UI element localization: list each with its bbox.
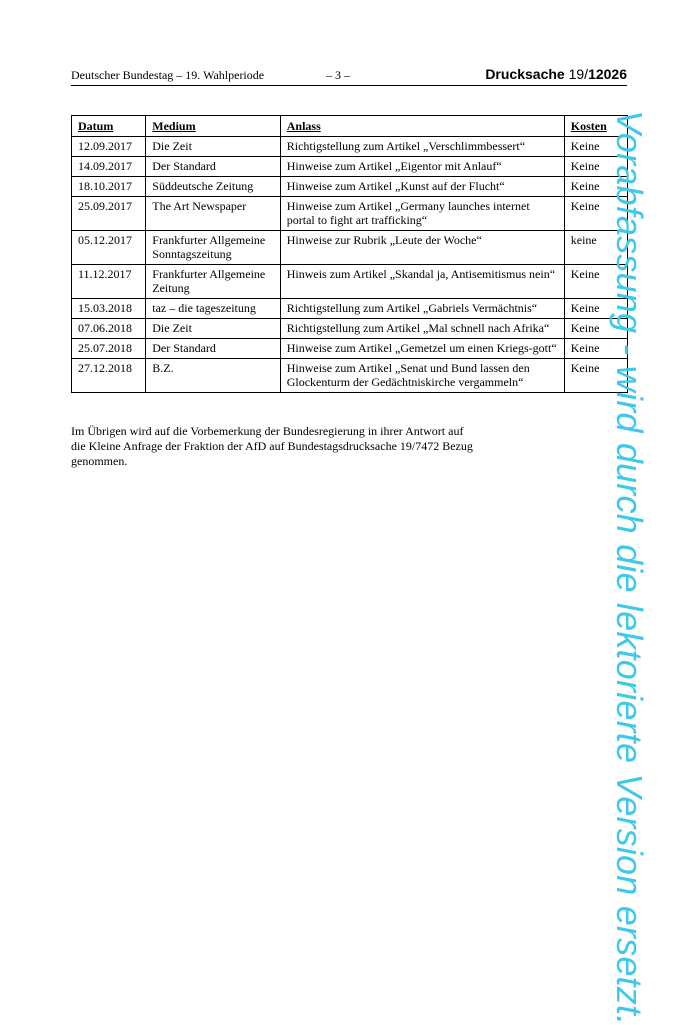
table-row xyxy=(72,359,628,393)
table-row xyxy=(72,197,628,231)
doc-prefix: 19/ xyxy=(568,66,589,82)
cell-kosten: Keine xyxy=(564,339,627,359)
doc-number: 12026 xyxy=(588,66,627,82)
cell-anlass: Hinweise zum Artikel „Eigentor mit Anlauf“ xyxy=(280,157,564,177)
table-row xyxy=(72,299,628,319)
doc-label: Drucksache xyxy=(485,66,565,82)
table-header-row xyxy=(72,116,628,137)
cell-kosten: Keine xyxy=(564,137,627,157)
cell-medium: The Art Newspaper xyxy=(146,197,280,231)
cell-datum: 05.12.2017 xyxy=(72,231,146,265)
table-row xyxy=(72,339,628,359)
document-number xyxy=(485,66,627,82)
cell-medium: Frankfurter Allgemeine Zeitung xyxy=(146,265,280,299)
header-rule xyxy=(71,85,627,86)
cell-datum: 15.03.2018 xyxy=(72,299,146,319)
column-header-anlass: Anlass xyxy=(280,116,564,137)
cell-datum: 18.10.2017 xyxy=(72,177,146,197)
cell-medium: Die Zeit xyxy=(146,319,280,339)
cell-medium: taz – die tageszeitung xyxy=(146,299,280,319)
cell-datum: 27.12.2018 xyxy=(72,359,146,393)
cell-datum: 07.06.2018 xyxy=(72,319,146,339)
column-header-medium: Medium xyxy=(146,116,280,137)
cell-anlass: Richtigstellung zum Artikel „Mal schnell nach Afrika“ xyxy=(280,319,564,339)
table-row xyxy=(72,265,628,299)
page-number: – 3 – xyxy=(326,68,350,82)
closing-paragraph: Im Übrigen wird auf die Vorbemerkung der Bundesregierung in ihrer Antwort auf die Kleine Anfrage der Fraktion der AfD auf Bundestagsdrucksache 19/7472 Bezug genommen. xyxy=(71,424,473,468)
cell-anlass: Hinweise zum Artikel „Gemetzel um einen Kriegs-gott“ xyxy=(280,339,564,359)
table-row xyxy=(72,137,628,157)
cell-medium: Süddeutsche Zeitung xyxy=(146,177,280,197)
cell-kosten: keine xyxy=(564,231,627,265)
cell-anlass: Hinweise zum Artikel „Senat und Bund lassen den Glockenturm der Gedächtniskirche vergammeln“ xyxy=(280,359,564,393)
cell-medium: Der Standard xyxy=(146,339,280,359)
cell-datum: 25.07.2018 xyxy=(72,339,146,359)
cell-kosten: Keine xyxy=(564,359,627,393)
table-row xyxy=(72,231,628,265)
parliament-label: Deutscher Bundestag – 19. Wahlperiode xyxy=(71,68,265,82)
cell-kosten: Keine xyxy=(564,265,627,299)
cell-medium: Die Zeit xyxy=(146,137,280,157)
media-table xyxy=(71,115,628,393)
cell-anlass: Hinweise zum Artikel „Germany launches internet portal to fight art trafficking“ xyxy=(280,197,564,231)
cell-medium: B.Z. xyxy=(146,359,280,393)
watermark-text: Vorabfassung - wird durch die lektorierte Version ersetzt. xyxy=(609,110,650,1025)
table-row xyxy=(72,319,628,339)
page-header xyxy=(71,66,627,86)
cell-kosten: Keine xyxy=(564,197,627,231)
cell-medium: Frankfurter Allgemeine Sonntagszeitung xyxy=(146,231,280,265)
cell-kosten: Keine xyxy=(564,299,627,319)
cell-datum: 25.09.2017 xyxy=(72,197,146,231)
draft-watermark xyxy=(609,110,692,1025)
cell-anlass: Richtigstellung zum Artikel „Gabriels Vermächtnis“ xyxy=(280,299,564,319)
cell-anlass: Hinweise zum Artikel „Kunst auf der Flucht“ xyxy=(280,177,564,197)
table-row xyxy=(72,177,628,197)
column-header-datum: Datum xyxy=(72,116,146,137)
cell-kosten: Keine xyxy=(564,177,627,197)
cell-anlass: Richtigstellung zum Artikel „Verschlimmbessert“ xyxy=(280,137,564,157)
cell-datum: 11.12.2017 xyxy=(72,265,146,299)
cell-datum: 14.09.2017 xyxy=(72,157,146,177)
cell-medium: Der Standard xyxy=(146,157,280,177)
cell-anlass: Hinweise zur Rubrik „Leute der Woche“ xyxy=(280,231,564,265)
column-header-kosten: Kosten xyxy=(564,116,627,137)
cell-kosten: Keine xyxy=(564,157,627,177)
cell-datum: 12.09.2017 xyxy=(72,137,146,157)
table-row xyxy=(72,157,628,177)
cell-kosten: Keine xyxy=(564,319,627,339)
cell-anlass: Hinweis zum Artikel „Skandal ja, Antisemitismus nein“ xyxy=(280,265,564,299)
